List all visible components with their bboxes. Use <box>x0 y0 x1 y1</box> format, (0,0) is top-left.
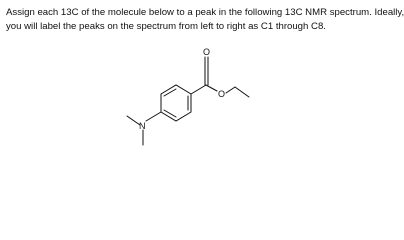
ring-to-nitrogen-bond <box>146 112 161 121</box>
question-line-1: Assign each 13C of the molecule below to a peak in the following 13C NMR spectrum. Ideally, <box>6 7 404 18</box>
ester-oxygen-to-ch2-bond <box>226 87 235 93</box>
ring-double-bond-3 <box>164 110 176 117</box>
molecule-structure-drawing <box>95 34 265 166</box>
ethyl-ch2-ch3-bond <box>235 87 249 97</box>
carbonyl-oxygen-label: O <box>203 47 211 57</box>
ring-to-carbonyl-bond <box>191 85 206 94</box>
benzene-ring <box>161 85 191 121</box>
ester-oxygen-label: O <box>218 89 226 99</box>
molecule-svg <box>95 34 265 166</box>
ring-double-bond-1 <box>164 89 176 96</box>
nitrogen-label: N <box>139 121 146 131</box>
carbonyl-to-ester-oxygen-bond <box>206 85 217 91</box>
question-line-2: you will label the peaks on the spectrum from left to right as C1 through C8. <box>6 21 326 32</box>
question-text <box>6 6 404 34</box>
